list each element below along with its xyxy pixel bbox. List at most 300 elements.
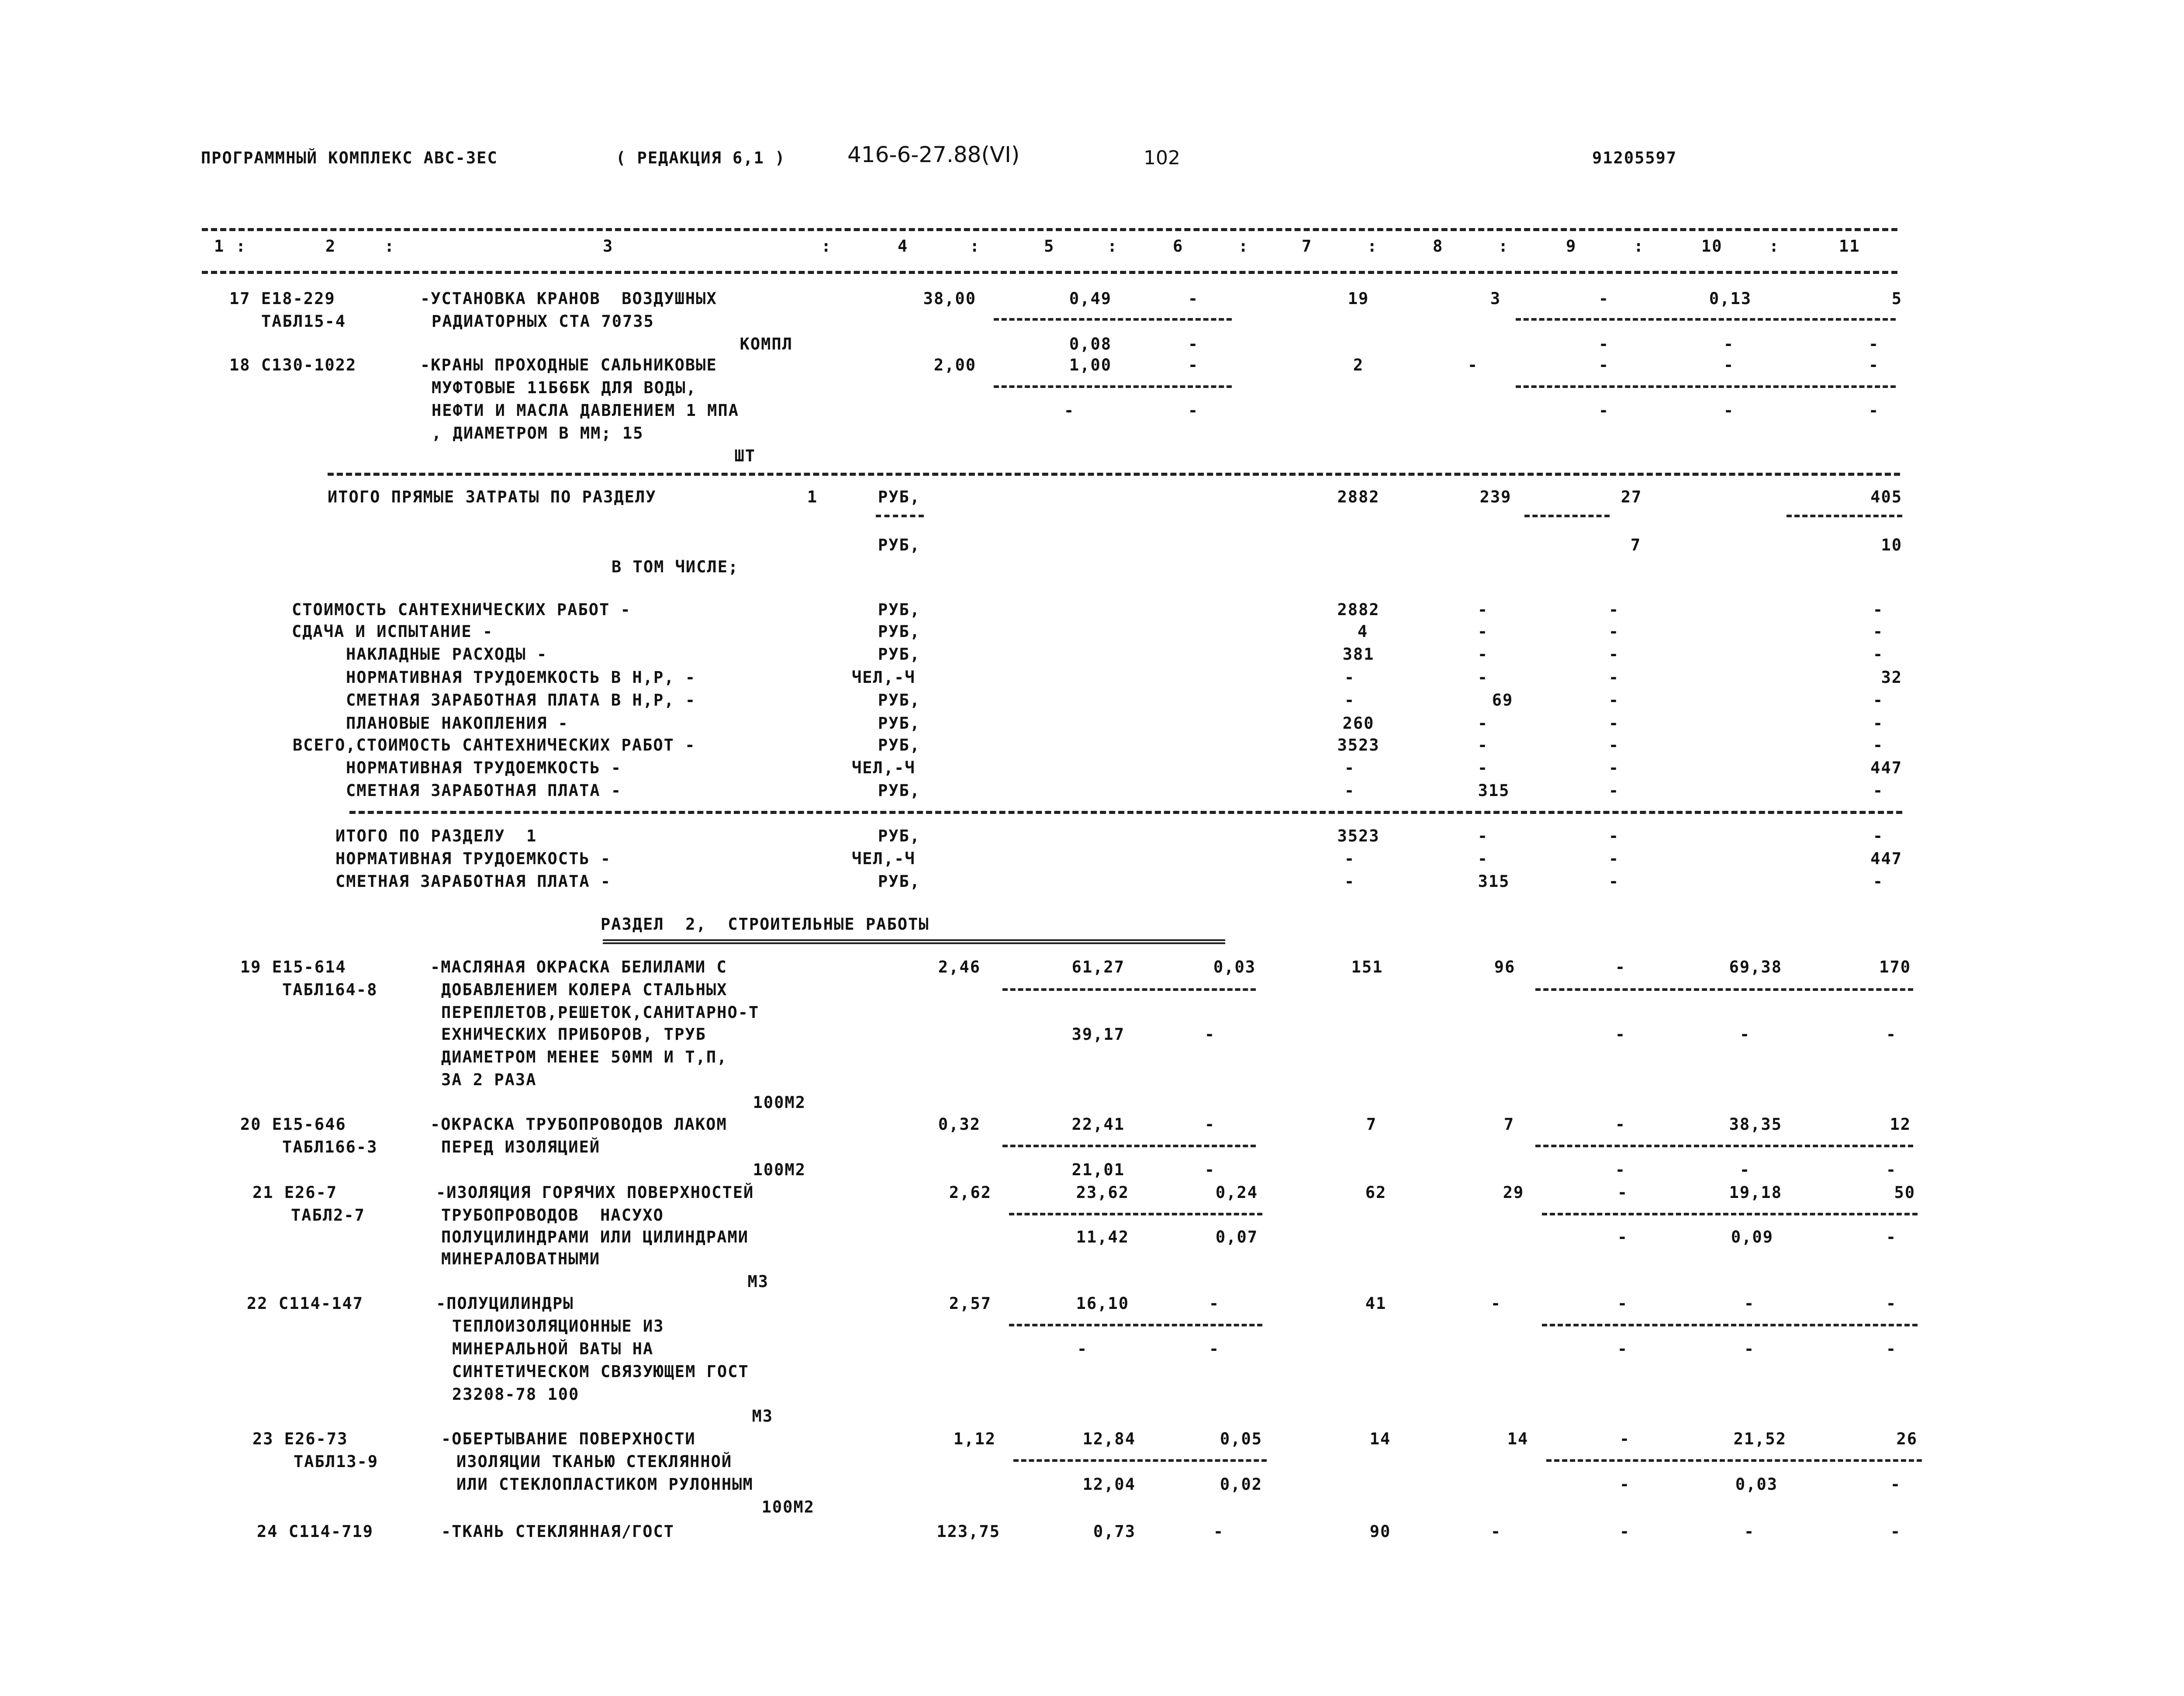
- table-cell: ТЕПЛОИЗОЛЯЦИОННЫЕ ИЗ: [452, 1317, 664, 1336]
- table-cell: 1,12: [953, 1429, 996, 1448]
- table-cell: 12: [1890, 1115, 1911, 1134]
- column-number-7: 7: [1302, 237, 1313, 256]
- table-cell: 5: [1891, 289, 1902, 308]
- table-cell: 0,03: [1213, 958, 1256, 976]
- table-cell: РУБ,: [878, 827, 921, 845]
- table-cell: -: [1608, 736, 1620, 755]
- table-cell: -: [1873, 827, 1884, 845]
- table-cell: РУБ,: [878, 600, 921, 619]
- table-row: [0, 1226, 2184, 1249]
- table-cell: -ОБЕРТЫВАНИЕ ПОВЕРХНОСТИ: [441, 1429, 696, 1448]
- table-cell: 61,27: [1071, 958, 1125, 976]
- table-cell: 100М2: [753, 1160, 806, 1179]
- table-cell: -: [1890, 1522, 1901, 1541]
- column-number-2: 2: [325, 237, 336, 256]
- table-cell: -: [1617, 1339, 1628, 1358]
- column-separator: :: [1367, 237, 1378, 256]
- table-cell: СИНТЕТИЧЕСКОМ СВЯЗУЮЩЕМ ГОСТ: [452, 1362, 749, 1381]
- table-row: [0, 848, 2184, 870]
- table-cell: РУБ,: [878, 488, 921, 506]
- table-cell: 90: [1369, 1522, 1391, 1541]
- table-cell: 24 С114-719: [257, 1522, 374, 1541]
- table-cell: -: [1344, 781, 1355, 800]
- table-cell: 23208-78 100: [452, 1385, 580, 1404]
- table-cell: -: [1477, 758, 1489, 777]
- table-cell: -: [1598, 401, 1610, 420]
- table-cell: 27: [1621, 488, 1642, 506]
- table-cell: НОРМАТИВНАЯ ТРУДОЕМКОСТЬ В Н,Р, -: [346, 668, 696, 687]
- table-cell: М3: [747, 1272, 769, 1291]
- table-cell: ЧЕЛ,-Ч: [852, 849, 916, 868]
- table-cell: , ДИАМЕТРОМ В ММ; 15: [432, 424, 644, 443]
- table-cell: -: [1608, 668, 1620, 687]
- table-cell: ПОЛУЦИЛИНДРАМИ ИЛИ ЦИЛИНДРАМИ: [441, 1228, 749, 1246]
- table-cell: ИТОГО ПО РАЗДЕЛУ 1: [335, 827, 537, 845]
- table-cell: МИНЕРАЛОВАТНЫМИ: [441, 1250, 601, 1268]
- table-row: [0, 1204, 2184, 1227]
- table-cell: СДАЧА И ИСПЫТАНИЕ -: [292, 622, 494, 641]
- table-cell: -: [1739, 1025, 1751, 1044]
- table-cell: -: [1477, 827, 1489, 845]
- table-row: [0, 1113, 2184, 1136]
- table-row: [0, 599, 2184, 621]
- table-cell: -: [1886, 1339, 1897, 1358]
- table-cell: 0,49: [1069, 289, 1112, 308]
- table-row: [0, 1405, 2184, 1428]
- table-row: [0, 1473, 2184, 1496]
- table-cell: -: [1890, 1475, 1901, 1494]
- column-separator: :: [821, 237, 832, 256]
- table-cell: 2,00: [933, 356, 976, 374]
- table-cell: -ТКАНЬ СТЕКЛЯННАЯ/ГОСТ: [441, 1522, 675, 1541]
- table-cell: ПЕРЕД ИЗОЛЯЦИЕЙ: [441, 1138, 601, 1156]
- table-cell: СМЕТНАЯ ЗАРАБОТНАЯ ПЛАТА -: [346, 781, 622, 800]
- table-cell: -: [1209, 1294, 1220, 1313]
- table-cell: -: [1213, 1522, 1224, 1541]
- table-row: [0, 399, 2184, 422]
- table-cell: РУБ,: [878, 622, 921, 641]
- table-cell: 405: [1870, 488, 1902, 506]
- table-cell: ТАБЛ164-8: [282, 980, 378, 999]
- table-cell: 3523: [1337, 736, 1380, 755]
- table-cell: СМЕТНАЯ ЗАРАБОТНАЯ ПЛАТА -: [335, 872, 612, 891]
- table-cell: РАДИАТОРНЫХ СТА 70735: [432, 312, 654, 331]
- table-cell: -: [1598, 335, 1610, 353]
- table-cell: 22,41: [1071, 1115, 1125, 1134]
- table-cell: -: [1873, 622, 1884, 641]
- table-cell: -: [1477, 714, 1489, 733]
- table-cell: 69: [1492, 691, 1514, 710]
- table-cell: ЧЕЛ,-Ч: [852, 668, 916, 687]
- table-cell: 11,42: [1076, 1228, 1129, 1246]
- table-cell: 7: [1630, 536, 1641, 554]
- table-cell: 29: [1503, 1183, 1524, 1202]
- table-cell: 1: [807, 488, 818, 506]
- table-row: [0, 1360, 2184, 1383]
- table-cell: 381: [1342, 645, 1375, 664]
- table-cell: 2,46: [938, 958, 981, 976]
- table-cell: 69,38: [1729, 958, 1782, 976]
- table-cell: ТАБЛ166-3: [282, 1138, 378, 1156]
- table-cell: ЕХНИЧЕСКИХ ПРИБОРОВ, ТРУБ: [441, 1025, 706, 1044]
- table-cell: 2,62: [949, 1183, 992, 1202]
- table-cell: -: [1204, 1025, 1216, 1044]
- column-number-6: 6: [1173, 237, 1184, 256]
- table-cell: -: [1344, 849, 1355, 868]
- table-cell: 38,35: [1729, 1115, 1782, 1134]
- table-cell: ВСЕГО,СТОИМОСТЬ САНТЕХНИЧЕСКИХ РАБОТ -: [293, 736, 696, 755]
- table-cell: 123,75: [936, 1522, 1000, 1541]
- table-cell: 0,02: [1220, 1475, 1262, 1494]
- table-cell: -: [1608, 872, 1620, 891]
- table-cell: -: [1873, 781, 1884, 800]
- document-code: 91205597: [1592, 149, 1677, 167]
- column-number-3: 3: [603, 237, 614, 256]
- table-cell: 7: [1366, 1115, 1377, 1134]
- table-cell: -: [1873, 872, 1884, 891]
- table-cell: 50: [1894, 1183, 1915, 1202]
- table-cell: -: [1204, 1115, 1216, 1134]
- table-row: [0, 1159, 2184, 1181]
- table-cell: -: [1868, 356, 1880, 374]
- table-cell: 0,08: [1069, 335, 1112, 353]
- table-row: [0, 913, 2184, 936]
- table-row: [0, 1338, 2184, 1360]
- table-cell: -: [1598, 356, 1610, 374]
- table-cell: -: [1615, 1115, 1626, 1134]
- table-row: [0, 1450, 2184, 1473]
- table-cell: РАЗДЕЛ 2, СТРОИТЕЛЬНЫЕ РАБОТЫ: [601, 915, 930, 934]
- table-cell: 1,00: [1069, 356, 1112, 374]
- table-cell: ПЕРЕПЛЕТОВ,РЕШЕТОК,САНИТАРНО-Т: [441, 1003, 760, 1022]
- table-cell: МУФТОВЫЕ 11Б6БК ДЛЯ ВОДЫ,: [432, 378, 697, 397]
- table-row: [0, 1136, 2184, 1159]
- table-cell: -: [1615, 1160, 1626, 1179]
- table-row: [0, 979, 2184, 1001]
- table-cell: ИЛИ СТЕКЛОПЛАСТИКОМ РУЛОННЫМ: [456, 1475, 753, 1494]
- table-cell: -: [1188, 356, 1199, 374]
- table-row: [0, 1001, 2184, 1024]
- table-cell: 3: [1490, 289, 1501, 308]
- page-number: 102: [1144, 147, 1180, 169]
- column-separator: :: [1634, 237, 1645, 256]
- program-name: ПРОГРАММНЫЙ КОМПЛЕКС АВС-3ЕС: [201, 149, 498, 167]
- table-cell: 447: [1870, 758, 1902, 777]
- table-cell: -: [1723, 401, 1735, 420]
- column-number-5: 5: [1044, 237, 1055, 256]
- table-cell: -: [1477, 645, 1489, 664]
- table-cell: 4: [1357, 622, 1368, 641]
- table-cell: ИТОГО ПРЯМЫЕ ЗАТРАТЫ ПО РАЗДЕЛУ: [328, 488, 657, 506]
- table-row: [0, 956, 2184, 979]
- table-cell: НОРМАТИВНАЯ ТРУДОЕМКОСТЬ -: [346, 758, 622, 777]
- table-cell: РУБ,: [878, 714, 921, 733]
- table-cell: -: [1886, 1160, 1897, 1179]
- table-cell: -: [1188, 401, 1199, 420]
- table-cell: 21 Е26-7: [252, 1183, 338, 1202]
- table-cell: -: [1873, 645, 1884, 664]
- table-cell: 21,52: [1733, 1429, 1787, 1448]
- table-cell: СМЕТНАЯ ЗАРАБОТНАЯ ПЛАТА В Н,Р, -: [346, 691, 696, 710]
- table-row: [0, 666, 2184, 689]
- column-number-11: 11: [1839, 237, 1860, 256]
- table-cell: -: [1619, 1429, 1631, 1448]
- table-row: [0, 310, 2184, 333]
- table-cell: -: [1477, 668, 1489, 687]
- column-number-4: 4: [898, 237, 909, 256]
- table-cell: -: [1188, 335, 1199, 353]
- table-cell: 19: [1348, 289, 1369, 308]
- table-cell: 0,09: [1731, 1228, 1773, 1246]
- table-cell: 17 Е18-229: [229, 289, 335, 308]
- table-cell: -: [1598, 289, 1610, 308]
- table-cell: 2882: [1337, 488, 1380, 506]
- table-cell: ТАБЛ2-7: [291, 1206, 365, 1225]
- table-cell: 26: [1896, 1429, 1918, 1448]
- table-cell: 14: [1507, 1429, 1529, 1448]
- table-cell: -: [1723, 335, 1735, 353]
- column-separator: :: [1498, 237, 1509, 256]
- table-cell: РУБ,: [878, 536, 921, 554]
- table-cell: 100М2: [753, 1093, 806, 1112]
- table-cell: -: [1619, 1522, 1631, 1541]
- table-cell: -: [1886, 1294, 1897, 1313]
- table-row: [0, 1270, 2184, 1293]
- table-cell: 18 С130-1022: [229, 356, 357, 374]
- table-cell: -: [1868, 335, 1880, 353]
- table-cell: -: [1617, 1294, 1628, 1313]
- table-row: [0, 556, 2184, 578]
- table-cell: 7: [1503, 1115, 1515, 1134]
- handwritten-project-code: 416-6-27.88(VI): [847, 142, 1020, 167]
- table-row: [0, 1496, 2184, 1519]
- table-cell: -: [1477, 622, 1489, 641]
- table-cell: НЕФТИ И МАСЛА ДАВЛЕНИЕМ 1 МПА: [432, 401, 740, 420]
- table-cell: 12,84: [1082, 1429, 1136, 1448]
- table-row: [0, 689, 2184, 712]
- table-cell: 39,17: [1071, 1025, 1125, 1044]
- table-cell: РУБ,: [878, 736, 921, 755]
- table-cell: 19,18: [1729, 1183, 1782, 1202]
- table-cell: -: [1477, 736, 1489, 755]
- table-cell: -: [1477, 849, 1489, 868]
- table-cell: -: [1615, 958, 1626, 976]
- table-row: [0, 486, 2184, 509]
- table-cell: 21,01: [1071, 1160, 1125, 1179]
- table-cell: 96: [1494, 958, 1516, 976]
- table-cell: -: [1739, 1160, 1751, 1179]
- table-cell: 0,07: [1215, 1228, 1258, 1246]
- column-separator: :: [970, 237, 981, 256]
- table-cell: -: [1077, 1339, 1088, 1358]
- table-cell: -: [1873, 736, 1884, 755]
- table-cell: ПЛАНОВЫЕ НАКОПЛЕНИЯ -: [346, 714, 569, 733]
- table-cell: -КРАНЫ ПРОХОДНЫЕ САЛЬНИКОВЫЕ: [420, 356, 717, 374]
- table-cell: -: [1873, 691, 1884, 710]
- table-cell: -: [1608, 600, 1620, 619]
- table-row: [0, 779, 2184, 802]
- table-row: [0, 377, 2184, 399]
- table-row: [0, 712, 2184, 735]
- table-cell: 0,24: [1215, 1183, 1258, 1202]
- table-cell: 0,05: [1220, 1429, 1262, 1448]
- table-cell: -: [1868, 401, 1880, 420]
- table-cell: -ОКРАСКА ТРУБОПРОВОДОВ ЛАКОМ: [430, 1115, 727, 1134]
- table-cell: -: [1344, 691, 1355, 710]
- table-cell: -: [1209, 1339, 1220, 1358]
- table-cell: 14: [1369, 1429, 1391, 1448]
- table-cell: -: [1477, 600, 1489, 619]
- table-cell: -: [1615, 1025, 1626, 1044]
- table-cell: СТОИМОСТЬ САНТЕХНИЧЕСКИХ РАБОТ -: [292, 600, 631, 619]
- table-cell: ДИАМЕТРОМ МЕНЕЕ 50ММ И Т,П,: [441, 1048, 728, 1066]
- table-row: [0, 1248, 2184, 1270]
- table-row: [0, 354, 2184, 377]
- table-cell: НАКЛАДНЫЕ РАСХОДЫ -: [346, 645, 548, 664]
- table-cell: ЗА 2 РАЗА: [441, 1070, 537, 1089]
- table-cell: РУБ,: [878, 645, 921, 664]
- table-cell: РУБ,: [878, 781, 921, 800]
- table-row: [0, 734, 2184, 757]
- table-cell: -: [1617, 1228, 1628, 1246]
- table-cell: 447: [1870, 849, 1902, 868]
- table-cell: 41: [1365, 1294, 1387, 1313]
- table-cell: -: [1490, 1294, 1502, 1313]
- table-cell: -: [1344, 872, 1355, 891]
- table-cell: -: [1608, 758, 1620, 777]
- table-cell: -: [1886, 1228, 1897, 1246]
- table-cell: 0,03: [1735, 1475, 1778, 1494]
- table-cell: -: [1873, 714, 1884, 733]
- table-cell: -: [1064, 401, 1075, 420]
- table-cell: -: [1608, 714, 1620, 733]
- table-cell: ШТ: [734, 446, 756, 465]
- table-cell: 3523: [1337, 827, 1380, 845]
- table-cell: 0,32: [938, 1115, 981, 1134]
- table-row: [0, 534, 2184, 557]
- table-cell: РУБ,: [878, 691, 921, 710]
- table-cell: -: [1608, 849, 1620, 868]
- column-separator: :: [1238, 237, 1249, 256]
- table-row: [0, 445, 2184, 467]
- table-cell: -ИЗОЛЯЦИЯ ГОРЯЧИХ ПОВЕРХНОСТЕЙ: [436, 1183, 754, 1202]
- table-cell: -: [1744, 1522, 1755, 1541]
- table-row: [0, 1315, 2184, 1338]
- table-cell: 22 С114-147: [247, 1294, 364, 1313]
- table-cell: 2882: [1337, 600, 1380, 619]
- table-row: [0, 333, 2184, 356]
- table-cell: ИЗОЛЯЦИИ ТКАНЬЮ СТЕКЛЯННОЙ: [456, 1452, 733, 1471]
- table-cell: -: [1188, 289, 1199, 308]
- column-number-10: 10: [1701, 237, 1723, 256]
- table-row: [0, 825, 2184, 848]
- table-cell: 315: [1478, 872, 1510, 891]
- table-cell: 23 Е26-73: [252, 1429, 348, 1448]
- table-cell: 19 Е15-614: [240, 958, 346, 976]
- table-row: [0, 422, 2184, 445]
- table-cell: ТАБЛ15-4: [261, 312, 346, 331]
- table-cell: 151: [1351, 958, 1383, 976]
- table-cell: М3: [752, 1407, 773, 1426]
- table-row: [0, 1091, 2184, 1114]
- table-cell: 38,00: [923, 289, 976, 308]
- table-row: [0, 643, 2184, 666]
- table-cell: ТРУБОПРОВОДОВ НАСУХО: [441, 1206, 664, 1225]
- table-cell: -: [1723, 356, 1735, 374]
- table-cell: ЧЕЛ,-Ч: [852, 758, 916, 777]
- table-row: [0, 287, 2184, 310]
- table-row: [0, 1428, 2184, 1450]
- table-cell: 20 Е15-646: [240, 1115, 346, 1134]
- table-cell: -: [1608, 691, 1620, 710]
- table-cell: КОМПЛ: [740, 335, 793, 353]
- table-cell: -: [1344, 758, 1355, 777]
- table-row: [0, 1046, 2184, 1069]
- column-number-1: 1: [214, 237, 225, 256]
- table-cell: -: [1467, 356, 1479, 374]
- table-cell: ТАБЛ13-9: [294, 1452, 379, 1471]
- table-cell: 62: [1365, 1183, 1387, 1202]
- column-separator: :: [1107, 237, 1118, 256]
- table-row: [0, 1069, 2184, 1091]
- table-cell: НОРМАТИВНАЯ ТРУДОЕМКОСТЬ -: [335, 849, 612, 868]
- table-cell: -ПОЛУЦИЛИНДРЫ: [436, 1294, 574, 1313]
- table-cell: -: [1204, 1160, 1216, 1179]
- table-cell: В ТОМ ЧИСЛЕ;: [612, 557, 739, 576]
- column-separator: :: [1769, 237, 1780, 256]
- column-separator: :: [384, 237, 395, 256]
- table-cell: -МАСЛЯНАЯ ОКРАСКА БЕЛИЛАМИ С: [430, 958, 727, 976]
- table-row: [0, 870, 2184, 893]
- table-cell: -: [1744, 1294, 1755, 1313]
- column-number-8: 8: [1433, 237, 1444, 256]
- table-cell: -: [1886, 1025, 1897, 1044]
- table-cell: 23,62: [1076, 1183, 1129, 1202]
- table-row: [0, 1292, 2184, 1315]
- table-cell: МИНЕРАЛЬНОЙ ВАТЫ НА: [452, 1339, 654, 1358]
- column-number-9: 9: [1566, 237, 1577, 256]
- table-cell: 170: [1879, 958, 1911, 976]
- table-cell: 10: [1881, 536, 1902, 554]
- table-cell: 100М2: [761, 1498, 815, 1516]
- edition-label: ( РЕДАКЦИЯ 6,1 ): [616, 149, 786, 167]
- table-cell: 16,10: [1076, 1294, 1129, 1313]
- table-cell: ДОБАВЛЕНИЕМ КОЛЕРА СТАЛЬНЫХ: [441, 980, 728, 999]
- table-cell: 0,13: [1709, 289, 1752, 308]
- table-row: [0, 1383, 2184, 1406]
- table-cell: 315: [1478, 781, 1510, 800]
- table-cell: 32: [1881, 668, 1902, 687]
- table-cell: -: [1344, 668, 1355, 687]
- table-cell: 260: [1342, 714, 1375, 733]
- table-cell: -: [1608, 781, 1620, 800]
- column-separator: :: [236, 237, 247, 256]
- table-cell: 239: [1479, 488, 1512, 506]
- table-cell: -: [1617, 1183, 1628, 1202]
- table-cell: 2,57: [949, 1294, 992, 1313]
- table-cell: 12,04: [1082, 1475, 1136, 1494]
- table-cell: -: [1608, 622, 1620, 641]
- table-cell: -: [1744, 1339, 1755, 1358]
- table-cell: -УСТАНОВКА КРАНОВ ВОЗДУШНЫХ: [420, 289, 717, 308]
- table-cell: 2: [1353, 356, 1364, 374]
- table-cell: -: [1608, 827, 1620, 845]
- table-row: [0, 757, 2184, 779]
- table-cell: РУБ,: [878, 872, 921, 891]
- table-row: [0, 620, 2184, 643]
- table-cell: -: [1490, 1522, 1502, 1541]
- table-row: [0, 1181, 2184, 1204]
